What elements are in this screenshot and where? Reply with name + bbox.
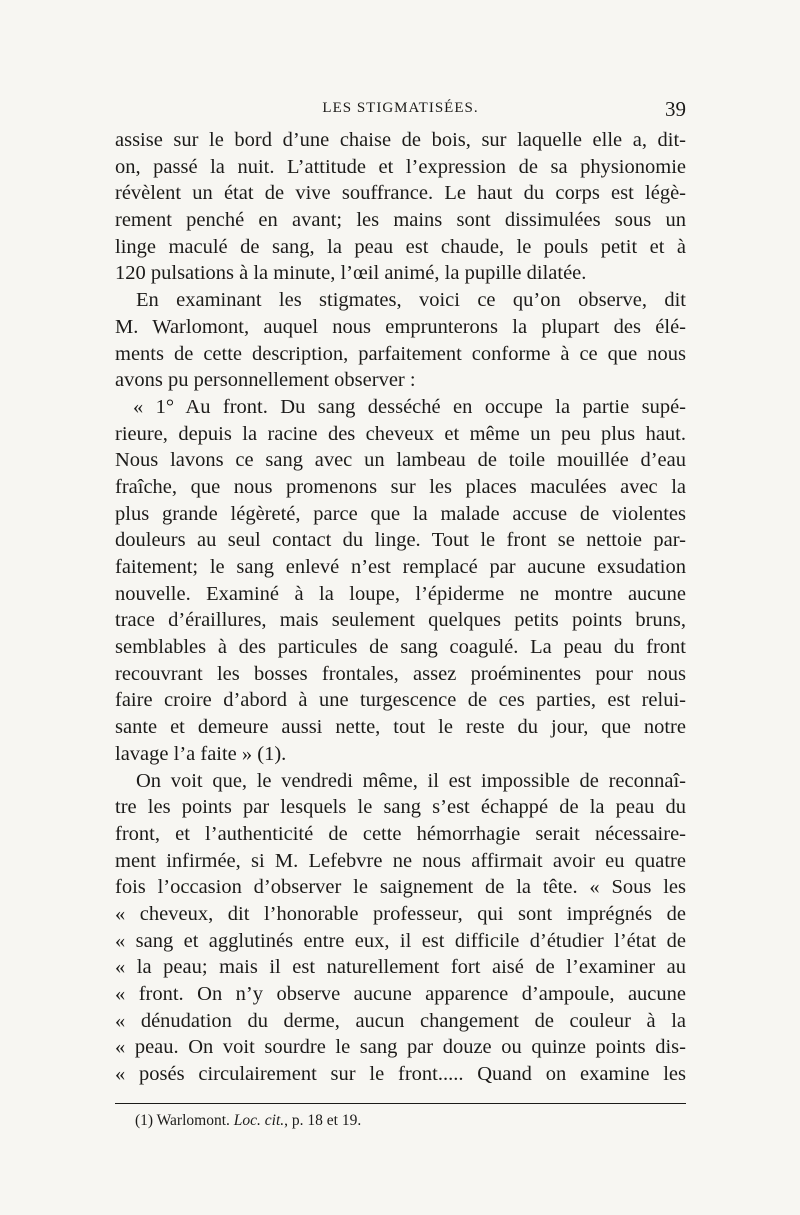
text-line: semblables à des particules de sang coagulé. La peau du front	[115, 636, 686, 659]
text-line: faire croire d’abord à une turgescence de ces parties, est relui-	[115, 689, 686, 712]
page-number: 39	[665, 97, 686, 121]
text-line: ments de cette description, parfaitement conforme à ce que nous	[115, 342, 686, 365]
text-line: front, et l’authenticité de cette hémorrhagie serait nécessaire-	[115, 822, 686, 845]
text-line: révèlent un état de vive souffrance. Le haut du corps est légè-	[115, 182, 686, 205]
footnote-pages: , p. 18 et 19.	[284, 1112, 362, 1129]
text-line: sante et demeure aussi nette, tout le reste du jour, que notre	[115, 716, 686, 739]
text-line: « sang et agglutinés entre eux, il est difficile d’étudier l’état de	[115, 929, 686, 952]
footnote-divider	[115, 1103, 686, 1104]
text-line: linge maculé de sang, la peau est chaude, le pouls petit et à	[115, 235, 686, 258]
text-line: nouvelle. Examiné à la loupe, l’épiderme ne montre aucune	[115, 582, 686, 605]
text-line: plus grande légèreté, parce que la malade accuse de violentes	[115, 502, 686, 525]
footnote-citation: Loc. cit.	[233, 1112, 285, 1129]
text-line: « 1° Au front. Du sang desséché en occupe la partie supé-	[133, 395, 686, 418]
text-line: fraîche, que nous promenons sur les places maculées avec la	[115, 475, 686, 498]
text-line: fois l’occasion d’observer le saignement de la tête. « Sous les	[115, 876, 686, 899]
footnote-marker: (1) Warlomont.	[135, 1112, 230, 1129]
text-line: M. Warlomont, auquel nous emprunterons la plupart des élé-	[115, 315, 686, 338]
text-line: douleurs au seul contact du linge. Tout le front se nettoie par-	[115, 529, 686, 552]
text-line: « la peau; mais il est naturellement fort aisé de l’examiner au	[115, 956, 686, 979]
text-line: ment infirmée, si M. Lefebvre ne nous affirmait avoir eu quatre	[115, 849, 686, 872]
text-line: On voit que, le vendredi même, il est impossible de reconnaî-	[136, 769, 686, 792]
running-head	[115, 97, 686, 122]
body-text	[115, 127, 686, 1088]
text-line: « posés circulairement sur le front..... Quand on examine les	[115, 1063, 686, 1086]
text-line: avons pu personnellement observer :	[115, 369, 416, 392]
text-line: trace d’éraillures, mais seulement quelques petits points bruns,	[115, 609, 686, 632]
text-line: lavage l’a faite » (1).	[115, 742, 287, 765]
text-line: tre les points par lesquels le sang s’est échappé de la peau du	[115, 796, 686, 819]
text-line: recouvrant les bosses frontales, assez proéminentes pour nous	[115, 662, 686, 685]
text-line: rieure, depuis la racine des cheveux et même un peu plus haut.	[115, 422, 686, 445]
text-line: « cheveux, dit l’honorable professeur, qui sont imprégnés de	[115, 902, 686, 925]
running-title: LES STIGMATISÉES.	[322, 100, 479, 116]
text-line: Nous lavons ce sang avec un lambeau de toile mouillée d’eau	[115, 449, 686, 472]
text-line: « front. On n’y observe aucune apparence d’ampoule, aucune	[115, 983, 686, 1005]
footnote	[135, 1112, 361, 1130]
text-line: assise sur le bord d’une chaise de bois, sur laquelle elle a, dit-	[115, 129, 686, 151]
text-line: « dénudation du derme, aucun changement de couleur à la	[115, 1009, 686, 1032]
text-line: on, passé la nuit. L’attitude et l’expression de sa physionomie	[115, 155, 686, 178]
text-line: En examinant les stigmates, voici ce qu’on observe, dit	[136, 289, 686, 312]
text-line: « peau. On voit sourdre le sang par douze ou quinze points dis-	[115, 1036, 686, 1059]
text-line: faitement; le sang enlevé n’est remplacé par aucune exsudation	[115, 556, 686, 578]
text-line: rement penché en avant; les mains sont dissimulées sous un	[115, 209, 686, 232]
text-line: 120 pulsations à la minute, l’œil animé, la pupille dilatée.	[115, 262, 587, 285]
